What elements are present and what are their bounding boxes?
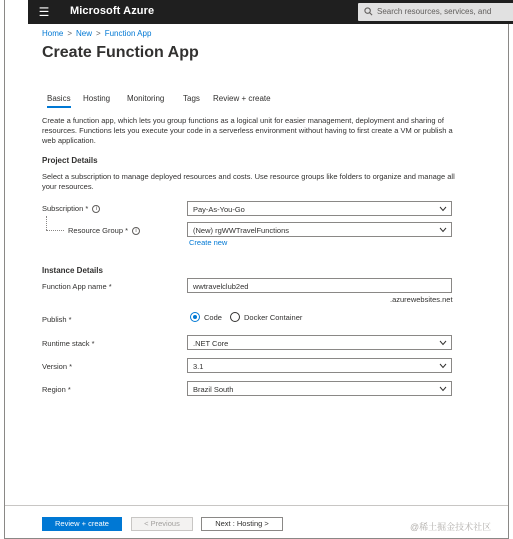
version-label: Version * — [42, 362, 73, 371]
resource-group-select[interactable] — [187, 222, 452, 237]
tree-connector — [46, 216, 47, 230]
breadcrumb-separator: > — [67, 29, 73, 38]
top-navigation-bar — [28, 0, 513, 24]
breadcrumb-home[interactable]: Home — [42, 29, 64, 38]
subscription-select[interactable] — [187, 201, 452, 216]
tab-basics[interactable]: Basics — [47, 94, 71, 108]
breadcrumb-function-app[interactable]: Function App — [104, 29, 152, 38]
version-select[interactable] — [187, 358, 452, 373]
publish-label: Publish * — [42, 315, 72, 324]
chevron-down-icon — [439, 386, 447, 392]
subscription-label-text: Subscription * — [42, 204, 89, 213]
region-label: Region * — [42, 385, 71, 394]
breadcrumb-new[interactable]: New — [76, 29, 93, 38]
region-value: Brazil South — [193, 385, 234, 394]
resource-group-value: (New) rgWWTravelFunctions — [193, 226, 289, 235]
chevron-down-icon — [439, 227, 447, 233]
function-app-name-label: Function App name * — [42, 282, 112, 291]
runtime-stack-select[interactable] — [187, 335, 452, 350]
hamburger-menu-icon[interactable]: ☰ — [38, 5, 50, 19]
info-icon[interactable]: i — [132, 227, 140, 235]
watermark: @稀土掘金技术社区 — [410, 522, 492, 532]
create-new-link[interactable]: Create new — [189, 238, 228, 247]
project-details-heading: Project Details — [42, 156, 98, 165]
runtime-stack-label: Runtime stack * — [42, 339, 95, 348]
resource-group-label — [68, 226, 140, 235]
publish-code-radio[interactable] — [190, 312, 200, 322]
chevron-down-icon — [439, 340, 447, 346]
publish-docker-radio[interactable] — [230, 312, 240, 322]
region-select[interactable] — [187, 381, 452, 396]
resource-group-label-text: Resource Group * — [68, 226, 129, 235]
subscription-value: Pay-As-You-Go — [193, 205, 245, 214]
breadcrumb — [42, 29, 151, 38]
chevron-down-icon — [439, 206, 447, 212]
publish-code-label[interactable]: Code — [204, 313, 222, 322]
runtime-stack-value: .NET Core — [193, 339, 229, 348]
version-value: 3.1 — [193, 362, 204, 371]
tab-review-create[interactable]: Review + create — [213, 94, 271, 103]
instance-details-heading: Instance Details — [42, 266, 103, 275]
breadcrumb-separator: > — [96, 29, 101, 38]
function-app-name-input[interactable] — [187, 278, 452, 293]
page-title: Create Function App — [42, 44, 199, 61]
brand-title[interactable]: Microsoft Azure — [70, 5, 155, 17]
tab-tags[interactable]: Tags — [183, 94, 200, 103]
info-icon[interactable]: i — [92, 205, 100, 213]
project-details-description: Select a subscription to manage deployed resources and costs. Use resource groups like folders to organize and manage all your resources. — [42, 172, 455, 191]
previous-button[interactable]: < Previous — [131, 517, 193, 531]
domain-suffix: .azurewebsites.net — [390, 295, 453, 304]
tab-hosting[interactable]: Hosting — [83, 94, 111, 103]
chevron-down-icon — [439, 363, 447, 369]
footer-divider — [5, 505, 508, 506]
page-description: Create a function app, which lets you group functions as a logical unit for easier management, deployment and sharing of resources. Functions lets you execute your code in a serverless environment without having to first create a VM or publish a web application. — [42, 116, 453, 145]
function-app-name-value: wwtravelclub2ed — [193, 282, 249, 291]
review-create-button[interactable]: Review + create — [42, 517, 122, 531]
next-hosting-button[interactable]: Next : Hosting > — [201, 517, 283, 531]
publish-docker-label[interactable]: Docker Container — [244, 313, 303, 322]
tree-connector — [46, 230, 64, 231]
global-search-input[interactable] — [358, 3, 513, 21]
search-icon — [364, 7, 373, 16]
tab-monitoring[interactable]: Monitoring — [127, 94, 165, 103]
subscription-label — [42, 204, 100, 213]
search-placeholder: Search resources, services, and — [377, 7, 492, 16]
